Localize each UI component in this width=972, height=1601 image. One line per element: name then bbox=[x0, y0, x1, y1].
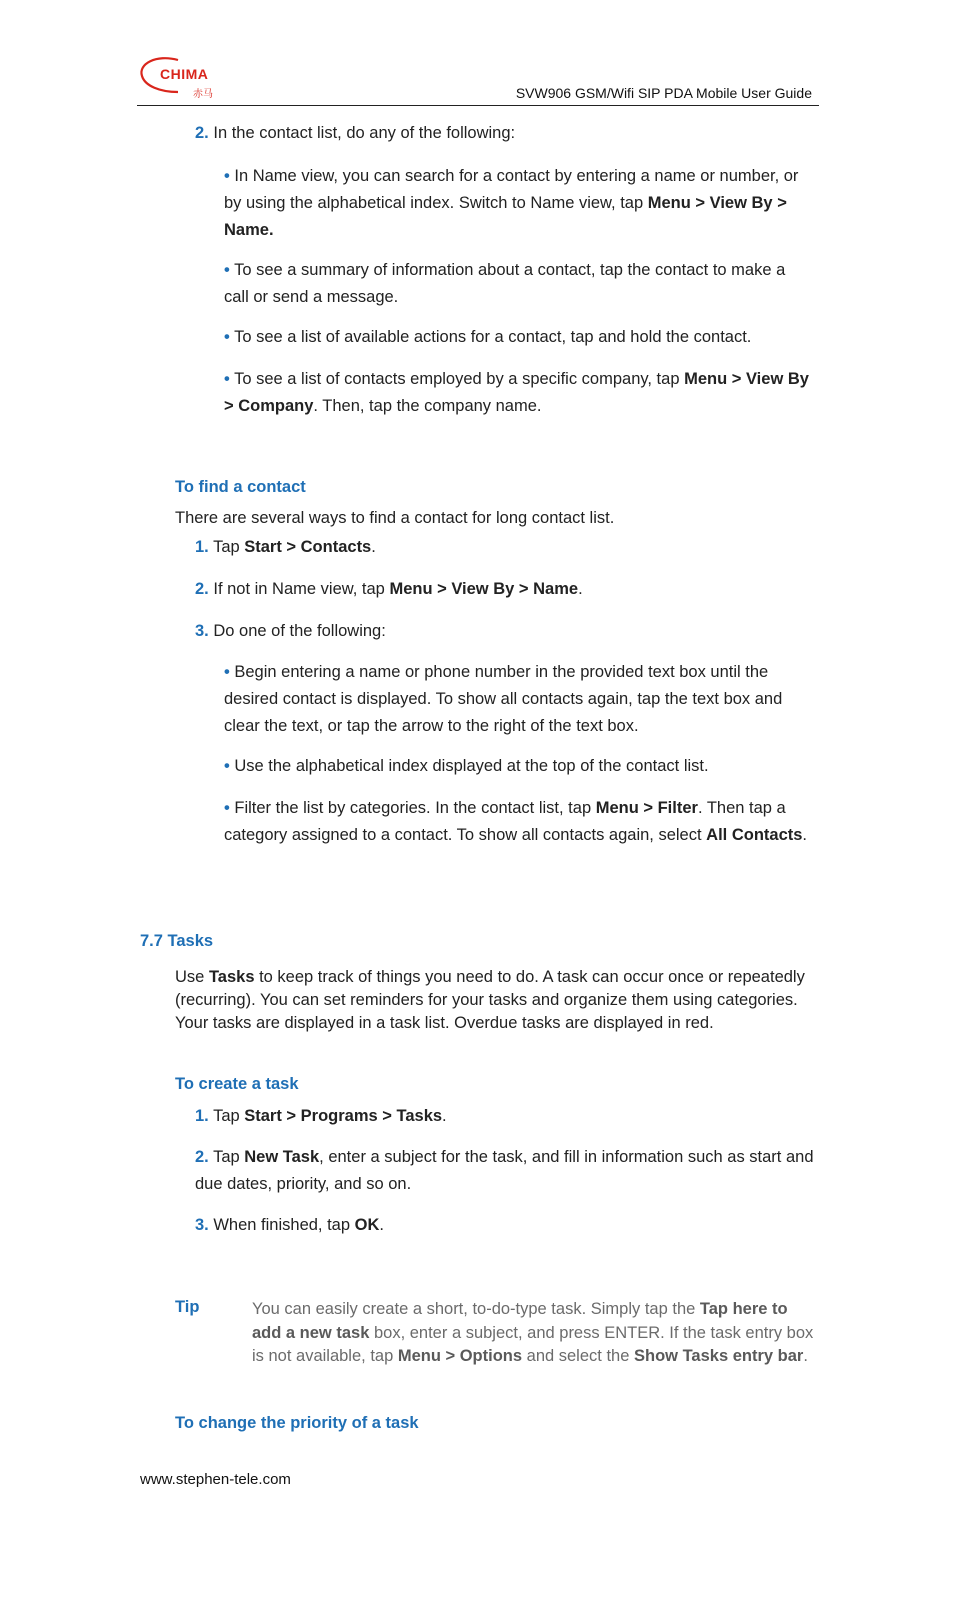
bullet-dot-icon: • bbox=[224, 261, 230, 279]
step-text: Tap bbox=[213, 1107, 245, 1125]
bullet-text: Filter the list by categories. In the contact list, tap bbox=[234, 799, 596, 817]
step-item bbox=[195, 1212, 815, 1239]
paragraph-text: to keep track of things you need to do. A task can occur once or repeatedly (recurring). You can set reminders for your tasks and organize them using categories. Your tasks are displayed in a task list. Overdue tasks are displayed in red. bbox=[175, 968, 805, 1032]
section-heading-create-task: To create a task bbox=[175, 1075, 299, 1093]
bullet-item bbox=[224, 257, 814, 311]
step-text: . bbox=[442, 1107, 447, 1125]
step-text: , enter a subject for the task, and fill in information such as start and due dates, priority, and so on. bbox=[195, 1148, 814, 1193]
step-bold: New Task bbox=[244, 1148, 320, 1166]
step-number: 1. bbox=[195, 1107, 209, 1125]
step-number: 2. bbox=[195, 1148, 209, 1166]
brand-logo bbox=[138, 54, 228, 102]
bullet-bold: All Contacts bbox=[706, 826, 803, 844]
section-heading-change-priority: To change the priority of a task bbox=[175, 1414, 419, 1432]
bullet-dot-icon: • bbox=[224, 757, 230, 775]
step-text: . bbox=[379, 1216, 384, 1234]
step-text: Tap bbox=[213, 1148, 245, 1166]
bullet-item bbox=[224, 753, 814, 780]
paragraph-bold: Tasks bbox=[208, 968, 255, 986]
bullet-text: In Name view, you can search for a contact by entering a name or number, or by using the alphabetical index. Switch to Name view, tap bbox=[224, 167, 799, 212]
footer-url: www.stephen-tele.com bbox=[140, 1471, 291, 1488]
step-item bbox=[195, 1144, 815, 1198]
step-number: 3. bbox=[195, 1216, 209, 1234]
tip-text: box, enter a subject, and press ENTER. If the task entry box is not available, tap bbox=[252, 1323, 814, 1365]
step-bold: Menu > View By > Name bbox=[389, 580, 579, 598]
bullet-text: To see a list of available actions for a contact, tap and hold the contact. bbox=[234, 328, 752, 346]
step-bold: OK bbox=[354, 1216, 380, 1234]
paragraph: There are several ways to find a contact for long contact list. bbox=[175, 509, 615, 527]
step-item bbox=[195, 120, 815, 147]
bullet-item bbox=[224, 366, 814, 420]
bullet-text: . Then, tap the company name. bbox=[313, 397, 542, 415]
bullet-text: To see a summary of information about a contact, tap the contact to make a call or send a message. bbox=[224, 261, 786, 306]
step-number: 2. bbox=[195, 580, 209, 598]
step-text: . bbox=[371, 538, 376, 556]
section-heading-tasks: 7.7 Tasks bbox=[140, 932, 214, 950]
tip-text: . bbox=[803, 1347, 808, 1365]
step-number: 1. bbox=[195, 538, 209, 556]
tip-text: You can easily create a short, to-do-type task. Simply tap the bbox=[252, 1300, 700, 1318]
bullet-dot-icon: • bbox=[224, 167, 230, 185]
bullet-text: . Then tap a category assigned to a contact. To show all contacts again, select bbox=[224, 799, 786, 844]
step-item bbox=[195, 1103, 815, 1130]
bullet-text: . bbox=[802, 826, 808, 844]
bullet-text: Begin entering a name or phone number in the provided text box until the desired contact is displayed. To show all contacts again, tap the text box and clear the text, or tap the arrow to the right of the text box. bbox=[224, 663, 783, 735]
tip-label: Tip bbox=[175, 1298, 200, 1316]
bullet-item bbox=[224, 659, 814, 740]
bullet-dot-icon: • bbox=[224, 799, 230, 817]
step-text: . bbox=[578, 580, 583, 598]
step-number: 2. bbox=[195, 124, 209, 142]
paragraph-text: Use bbox=[175, 968, 209, 986]
bullet-text: Use the alphabetical index displayed at the top of the contact list. bbox=[234, 757, 709, 775]
step-bold: Start > Programs > Tasks bbox=[244, 1107, 443, 1125]
bullet-dot-icon: • bbox=[224, 328, 230, 346]
bullet-text: To see a list of contacts employed by a specific company, tap bbox=[234, 370, 685, 388]
step-text: In the contact list, do any of the following: bbox=[213, 124, 516, 142]
section-heading-find-contact: To find a contact bbox=[175, 478, 306, 496]
step-item bbox=[195, 576, 815, 603]
bullet-item bbox=[224, 324, 814, 351]
bullet-item bbox=[224, 795, 816, 849]
tip-bold: Menu > Options bbox=[397, 1347, 523, 1365]
bullet-item bbox=[224, 163, 814, 244]
bullet-dot-icon: • bbox=[224, 370, 230, 388]
logo-subtext: 赤马 bbox=[193, 89, 213, 100]
tip-bold: Show Tasks entry bar bbox=[633, 1347, 804, 1365]
step-text: When finished, tap bbox=[213, 1216, 355, 1234]
header-title: SVW906 GSM/Wifi SIP PDA Mobile User Guide bbox=[515, 85, 812, 101]
tip-body bbox=[252, 1298, 817, 1369]
logo-text: CHIMA bbox=[160, 66, 209, 82]
tip-bold: Tap here to add a new task bbox=[252, 1300, 788, 1342]
step-text: Tap bbox=[213, 538, 245, 556]
bullet-dot-icon: • bbox=[224, 663, 230, 681]
step-text: Do one of the following: bbox=[213, 622, 386, 640]
bullet-bold: Menu > View By > Name. bbox=[224, 194, 787, 239]
header-rule bbox=[137, 105, 819, 106]
tip-text: and select the bbox=[522, 1347, 634, 1365]
step-item bbox=[195, 618, 815, 645]
step-bold: Start > Contacts bbox=[244, 538, 372, 556]
paragraph bbox=[175, 966, 815, 1035]
step-number: 3. bbox=[195, 622, 209, 640]
bullet-bold: Menu > Filter bbox=[595, 799, 698, 817]
bullet-bold: Menu > View By > Company bbox=[224, 370, 809, 415]
step-item bbox=[195, 534, 815, 561]
step-text: If not in Name view, tap bbox=[213, 580, 390, 598]
